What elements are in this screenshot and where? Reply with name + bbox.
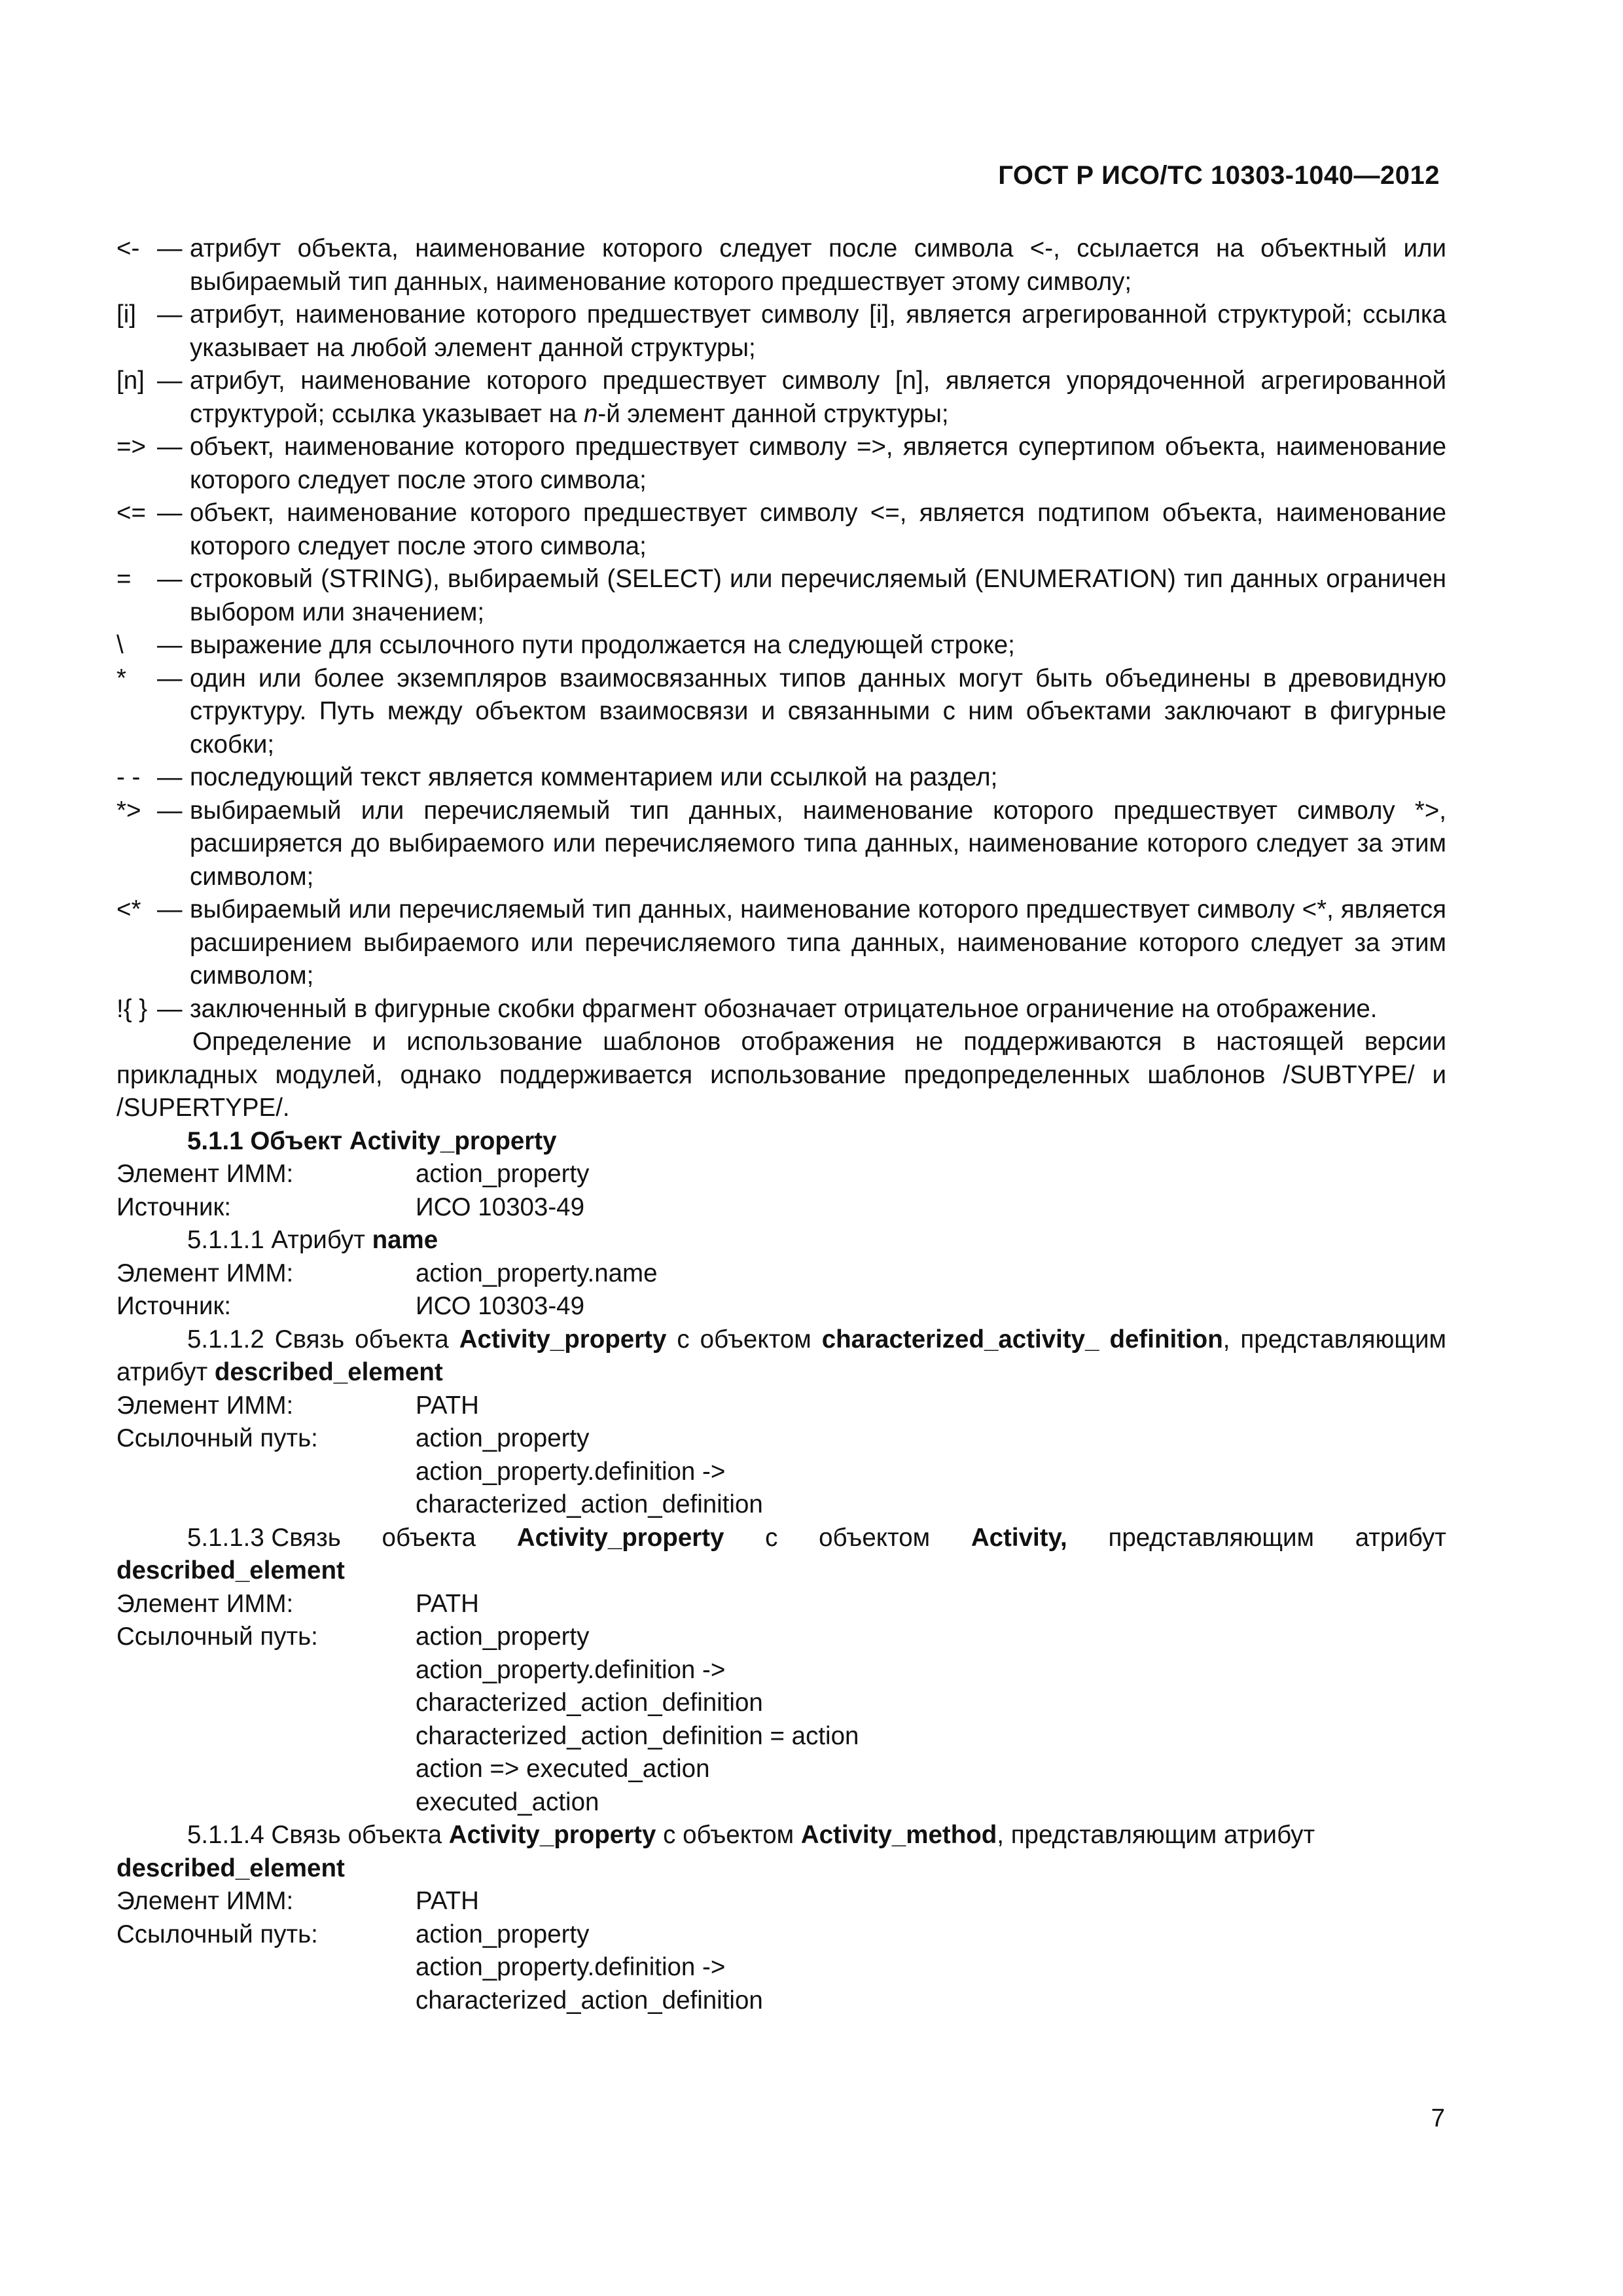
definition-text: заключенный в фигурные скобки фрагмент обозначает отрицательное ограничение на отображение. bbox=[190, 994, 1378, 1023]
attribute-name: described_element bbox=[214, 1358, 443, 1386]
definition-symbol: <= bbox=[116, 499, 146, 527]
definition-item bbox=[116, 893, 1446, 993]
entity-name: Activity_property bbox=[459, 1325, 667, 1354]
definition-symbol: = bbox=[116, 565, 132, 593]
definition-text: выбираемый или перечисляемый тип данных, наименование которого предшествует символу *>, расширяется до выбираемого или перечисляемого типа данных, наименование которого следует за этим символом; bbox=[190, 796, 1446, 891]
definition-dash: — bbox=[157, 234, 183, 262]
attribute-name: described_element bbox=[116, 1556, 345, 1585]
definition-text-part: -й элемент данной структуры; bbox=[597, 399, 949, 428]
ref-path-line: characterized_action_definition bbox=[416, 1689, 763, 1717]
imm-element-row bbox=[116, 1390, 1446, 1423]
ref-path-line: executed_action bbox=[416, 1787, 599, 1816]
imm-element-row bbox=[116, 1588, 1446, 1621]
definition-item bbox=[116, 993, 1446, 1026]
entity-name: Activity_property bbox=[448, 1821, 656, 1849]
heading-word: с bbox=[765, 1523, 778, 1552]
definition-symbol: * bbox=[116, 664, 126, 692]
entity-name: Activity, bbox=[971, 1523, 1067, 1552]
definition-dash: — bbox=[157, 499, 183, 527]
imm-element-row bbox=[116, 1885, 1446, 1918]
ref-path-line: action_property.definition -> bbox=[416, 1655, 726, 1684]
entity-name: Activity_method bbox=[800, 1821, 997, 1849]
definition-symbol: <- bbox=[116, 234, 140, 262]
definition-dash: — bbox=[157, 300, 183, 329]
imm-element-row bbox=[116, 1158, 1446, 1191]
definition-text: атрибут объекта, наименование которого следует после символа <-, ссылается на объектный или выбираемый тип данных, наименование которого предшествует этому символу; bbox=[190, 234, 1446, 296]
source-row bbox=[116, 1290, 1446, 1323]
definition-text: строковый (STRING), выбираемый (SELECT) или перечисляемый (ENUMERATION) тип данных ограничен выбором или значением; bbox=[190, 565, 1446, 626]
source-row bbox=[116, 1191, 1446, 1225]
definition-dash: — bbox=[157, 433, 183, 461]
definition-item bbox=[116, 795, 1446, 894]
imm-element-label: Элемент ИММ: bbox=[116, 1887, 294, 1915]
definition-dash: — bbox=[157, 994, 183, 1023]
definition-symbol: <* bbox=[116, 895, 141, 924]
imm-element-value: PATH bbox=[416, 1391, 479, 1420]
heading-word: представляющим bbox=[1108, 1523, 1315, 1552]
definition-item bbox=[116, 497, 1446, 563]
subsection-number: 5.1.1.1 Атрибут bbox=[187, 1226, 372, 1254]
definition-item bbox=[116, 761, 1446, 795]
subsection-heading bbox=[116, 1323, 1446, 1390]
ref-path-line: action_property.definition -> bbox=[416, 1457, 726, 1486]
ref-path-label: Ссылочный путь: bbox=[116, 1424, 318, 1452]
definition-text: объект, наименование которого предшествует символу =>, является супертипом объекта, наименование которого следует после этого символа; bbox=[190, 433, 1446, 494]
ref-path-row bbox=[116, 1918, 1446, 1952]
attribute-name: name bbox=[372, 1226, 438, 1254]
ref-path-line: action_property bbox=[416, 1424, 590, 1452]
heading-word: 5.1.1.3 Связь bbox=[187, 1523, 341, 1552]
ref-path-line: characterized_action_definition bbox=[416, 1986, 763, 2015]
ref-path-line: action_property.definition -> bbox=[416, 1953, 726, 1981]
heading-text: , представляющим атрибут bbox=[116, 1325, 1446, 1386]
subsection-heading bbox=[116, 1819, 1446, 1852]
definition-text: выражение для ссылочного пути продолжается на следующей строке; bbox=[190, 631, 1015, 659]
definition-dash: — bbox=[157, 664, 183, 692]
heading-word: атрибут bbox=[1355, 1523, 1446, 1552]
definition-item bbox=[116, 232, 1446, 298]
definition-text-part: атрибут, наименование которого предшествует символу [n], является упорядоченной агрегированной структурой; ссылка указывает на bbox=[190, 367, 1446, 428]
imm-element-label: Элемент ИММ: bbox=[116, 1259, 294, 1287]
definition-text-italic: n bbox=[583, 399, 598, 428]
definition-text: выбираемый или перечисляемый тип данных, наименование которого предшествует символу <*, является расширением выбираемого или перечисляемого типа данных, наименование которого следует за этим символом; bbox=[190, 895, 1446, 990]
attribute-name: described_element bbox=[116, 1854, 345, 1882]
definition-symbol: *> bbox=[116, 796, 141, 825]
definition-dash: — bbox=[157, 367, 183, 395]
heading-text: с объектом bbox=[666, 1325, 822, 1354]
heading-text: 5.1.1.2 Связь объекта bbox=[187, 1325, 459, 1354]
imm-element-value: action_property bbox=[416, 1160, 590, 1188]
intro-paragraph: Определение и использование шаблонов отображения не поддерживаются в настоящей версии прикладных модулей, однако поддерживается использование предопределенных шаблонов /SUBTYPE/ и /SUPERTYPE/. bbox=[116, 1028, 1446, 1122]
ref-path-line: characterized_action_definition = action bbox=[416, 1721, 859, 1750]
definition-dash: — bbox=[157, 565, 183, 593]
definition-dash: — bbox=[157, 631, 183, 659]
source-label: Источник: bbox=[116, 1193, 232, 1221]
ref-path-line: action => executed_action bbox=[416, 1755, 710, 1783]
entity-name: characterized_activity_ definition bbox=[821, 1325, 1223, 1354]
subsection-heading bbox=[116, 1522, 1446, 1555]
entity-name: Activity_property bbox=[516, 1523, 724, 1552]
definition-symbol: [i] bbox=[116, 300, 136, 329]
definition-symbol: !{ } bbox=[116, 994, 148, 1023]
page-content bbox=[116, 232, 1446, 2017]
source-value: ИСО 10303-49 bbox=[416, 1292, 584, 1320]
ref-path-line: action_property bbox=[416, 1623, 590, 1651]
ref-path-row bbox=[116, 1422, 1446, 1456]
definition-symbol: - - bbox=[116, 763, 141, 791]
imm-element-label: Элемент ИММ: bbox=[116, 1589, 294, 1618]
section-heading: 5.1.1 Объект Activity_property bbox=[187, 1126, 557, 1155]
heading-word: объекта bbox=[382, 1523, 476, 1552]
definition-text: атрибут, наименование которого предшествует символу [i], является агрегированной структурой; ссылка указывает на любой элемент данной структуры; bbox=[190, 300, 1446, 362]
ref-path-label: Ссылочный путь: bbox=[116, 1920, 318, 1948]
heading-text: с объектом bbox=[656, 1821, 801, 1849]
source-label: Источник: bbox=[116, 1292, 232, 1320]
definition-item bbox=[116, 662, 1446, 762]
definition-text bbox=[190, 365, 1446, 431]
imm-element-label: Элемент ИММ: bbox=[116, 1391, 294, 1420]
definition-text: последующий текст является комментарием или ссылкой на раздел; bbox=[190, 763, 998, 791]
imm-element-value: action_property.name bbox=[416, 1259, 658, 1287]
definition-symbol: => bbox=[116, 433, 146, 461]
source-value: ИСО 10303-49 bbox=[416, 1193, 584, 1221]
definition-item bbox=[116, 365, 1446, 431]
imm-element-value: PATH bbox=[416, 1887, 479, 1915]
ref-path-line: action_property bbox=[416, 1920, 590, 1948]
ref-path-row bbox=[116, 1621, 1446, 1654]
definition-symbol: \ bbox=[116, 631, 124, 659]
definition-item bbox=[116, 298, 1446, 365]
definition-text: объект, наименование которого предшествует символу <=, является подтипом объекта, наименование которого следует после этого символа; bbox=[190, 499, 1446, 560]
heading-word: объектом bbox=[819, 1523, 931, 1552]
imm-element-row bbox=[116, 1257, 1446, 1291]
definition-dash: — bbox=[157, 763, 183, 791]
imm-element-value: PATH bbox=[416, 1589, 479, 1618]
heading-text: , представляющим атрибут bbox=[997, 1821, 1315, 1849]
imm-element-label: Элемент ИММ: bbox=[116, 1160, 294, 1188]
definition-item bbox=[116, 563, 1446, 629]
definition-text: один или более экземпляров взаимосвязанных типов данных могут быть объединены в древовидную структуру. Путь между объектом взаимосвязи и связанными с ним объектами заключают в фигурные скобки; bbox=[190, 664, 1446, 759]
document-header: ГОСТ Р ИСО/ТС 10303-1040—2012 bbox=[998, 161, 1440, 190]
ref-path-label: Ссылочный путь: bbox=[116, 1623, 318, 1651]
subsection-heading bbox=[116, 1224, 1446, 1257]
page-number: 7 bbox=[1431, 2104, 1445, 2132]
definition-item bbox=[116, 629, 1446, 662]
definition-item bbox=[116, 431, 1446, 497]
definition-dash: — bbox=[157, 895, 183, 924]
ref-path-line: characterized_action_definition bbox=[416, 1490, 763, 1518]
definition-symbol: [n] bbox=[116, 367, 145, 395]
heading-text: 5.1.1.4 Связь объекта bbox=[187, 1821, 449, 1849]
definition-dash: — bbox=[157, 796, 183, 825]
